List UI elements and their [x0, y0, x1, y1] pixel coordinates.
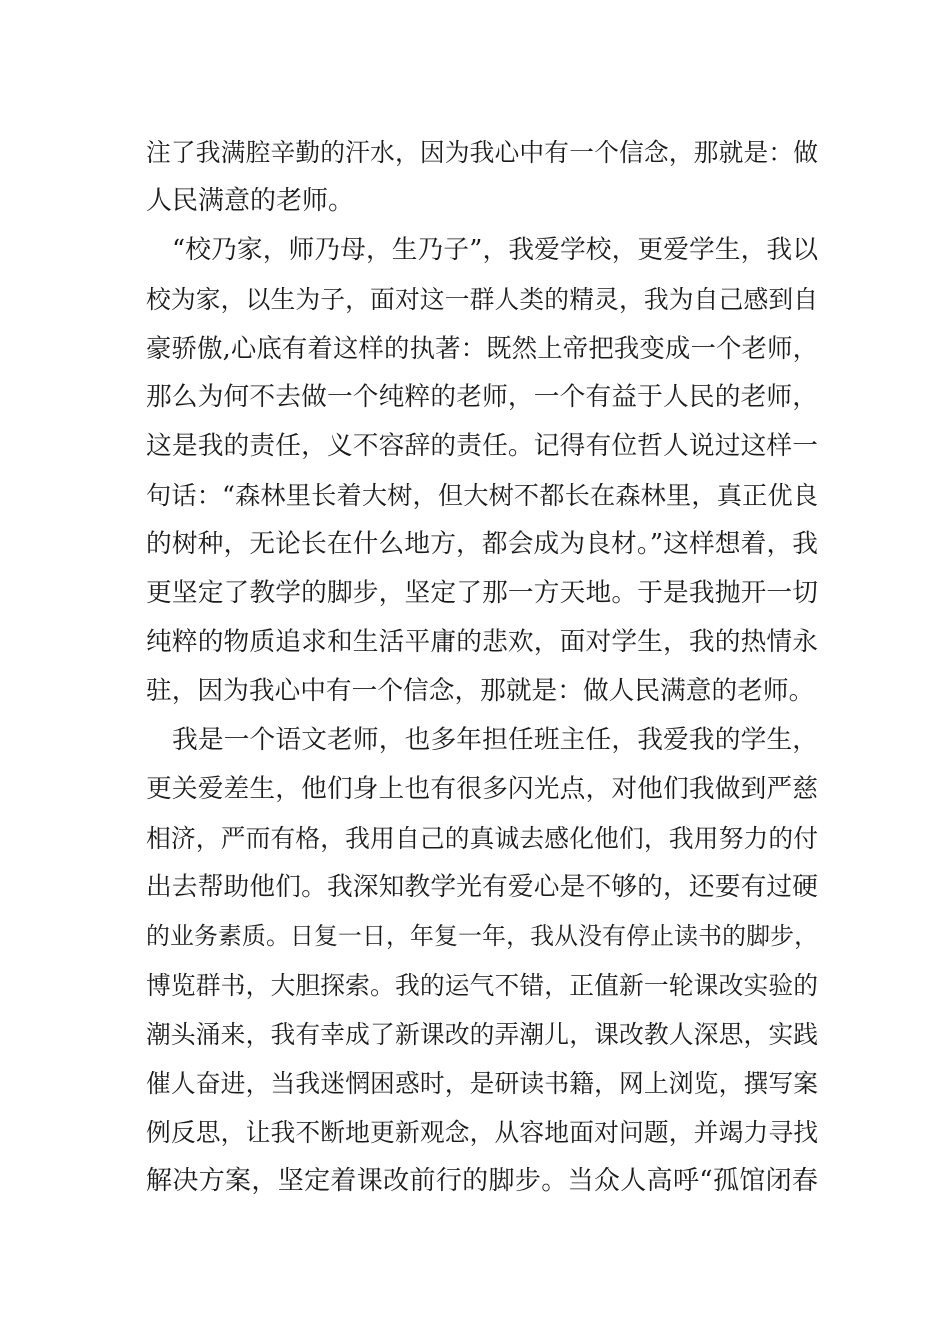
text-line: 的业务素质。日复一日，年复一年，我从没有停止读书的脚步，: [146, 922, 818, 950]
text-line: 出去帮助他们。我深知教学光有爱心是不够的，还要有过硬: [146, 872, 818, 902]
text-line: 解决方案，坚定着课改前行的脚步。当众人高呼“孤馆闭春: [146, 1166, 818, 1196]
text-line: “校乃家，师乃母，生乃子”，我爱学校，更爱学生，我以: [172, 235, 818, 265]
text-line: 纯粹的物质追求和生活平庸的悲欢，面对学生，我的热情永: [146, 627, 818, 657]
text-line: 句话：“森林里长着大树，但大树不都长在森林里，真正优良: [146, 481, 818, 510]
text-line: 这是我的责任，义不容辞的责任。记得有位哲人说过这样一: [146, 431, 818, 461]
text-line: 那么为何不去做一个纯粹的老师，一个有益于人民的老师，: [146, 382, 818, 412]
text-line: 例反思，让我不断地更新观念，从容地面对问题，并竭力寻找: [146, 1118, 818, 1147]
text-line: 校为家，以生为子，面对这一群人类的精灵，我为自己感到自: [146, 285, 818, 314]
text-line: 催人奋进，当我迷惘困惑时，是研读书籍，网上浏览，撰写案: [146, 1069, 818, 1098]
body-text: [146, 128, 818, 1206]
text-line: 潮头涌来，我有幸成了新课改的弄潮儿，课改教人深思，实践: [146, 1020, 818, 1049]
text-line: 豪骄傲,心底有着这样的执著：既然上帝把我变成一个老师，: [146, 333, 818, 363]
text-line: 注了我满腔辛勤的汗水，因为我心中有一个信念，那就是：做: [146, 138, 818, 167]
text-line: 相济，严而有格，我用自己的真诚去感化他们，我用努力的付: [146, 824, 818, 853]
text-line: 人民满意的老师。: [146, 186, 355, 216]
text-line: 驻，因为我心中有一个信念，那就是：做人民满意的老师。: [146, 676, 815, 706]
text-line: 更关爱差生，他们身上也有很多闪光点，对他们我做到严慈: [146, 774, 818, 804]
text-line: 的树种，无论长在什么地方，都会成为良材。”这样想着，我: [146, 529, 818, 559]
text-line: 我是一个语文老师，也多年担任班主任，我爱我的学生，: [172, 725, 818, 755]
text-line: 博览群书，大胆探索。我的运气不错，正值新一轮课改实验的: [146, 971, 818, 1000]
text-line: 更坚定了教学的脚步，坚定了那一方天地。于是我抛开一切: [146, 578, 818, 608]
